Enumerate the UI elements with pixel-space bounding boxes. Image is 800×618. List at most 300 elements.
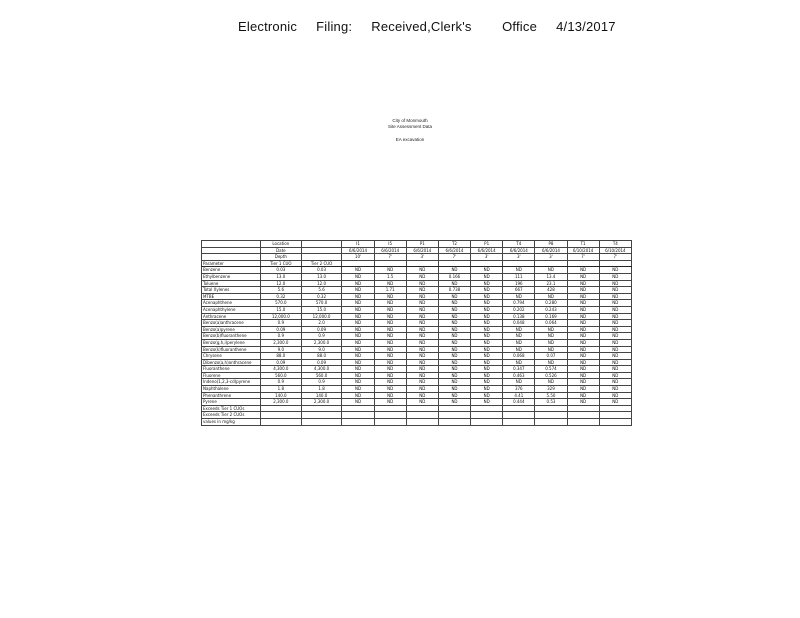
value-cell: ND <box>406 379 438 386</box>
value-cell: ND <box>567 300 599 307</box>
value-cell: 12.0 <box>301 280 342 287</box>
table-row <box>202 359 632 366</box>
value-cell <box>471 412 503 419</box>
value-cell: ND <box>406 280 438 287</box>
value-cell: Tier 1 CUO <box>260 260 301 267</box>
value-cell: ND <box>342 287 374 294</box>
value-cell: 23.1 <box>535 280 567 287</box>
value-cell: ND <box>374 366 406 373</box>
value-cell <box>567 412 599 419</box>
value-cell: 0.09 <box>301 326 342 333</box>
value-cell: ND <box>567 320 599 327</box>
value-cell: 1.8 <box>260 386 301 393</box>
value-cell: ND <box>471 267 503 274</box>
value-cell: ND <box>567 293 599 300</box>
value-cell: 88.0 <box>301 353 342 360</box>
value-cell: ND <box>438 379 470 386</box>
value-cell: ND <box>374 280 406 287</box>
parameter-cell: Exceeds Tier 1 CUOs <box>202 405 261 412</box>
value-cell: 3' <box>503 254 535 261</box>
value-cell <box>374 412 406 419</box>
parameter-cell: Dibenzo(a,h)anthracene <box>202 359 261 366</box>
table-row <box>202 320 632 327</box>
value-cell: 0.444 <box>503 399 535 406</box>
table-row <box>202 392 632 399</box>
value-cell: 13.4 <box>535 273 567 280</box>
value-cell: 12,000.0 <box>301 313 342 320</box>
value-cell: ND <box>374 346 406 353</box>
value-cell: 2.0 <box>301 320 342 327</box>
value-cell: P1 <box>406 241 438 248</box>
value-cell: ND <box>406 353 438 360</box>
value-cell: ND <box>342 300 374 307</box>
parameter-cell: Anthracene <box>202 313 261 320</box>
table-row <box>202 353 632 360</box>
document-subtitle: Site Assessment Data <box>387 124 433 129</box>
value-cell: 1.71 <box>374 287 406 294</box>
value-cell: 0.9 <box>260 320 301 327</box>
value-cell <box>301 241 342 248</box>
parameter-cell: Toluene <box>202 280 261 287</box>
document-title: City of Monmouth <box>392 118 428 123</box>
value-cell <box>342 405 374 412</box>
value-cell: ND <box>471 280 503 287</box>
value-cell: ND <box>599 326 631 333</box>
value-cell: 6/10/2014 <box>599 247 631 254</box>
value-cell: Date <box>260 247 301 254</box>
value-cell: ND <box>374 353 406 360</box>
table-row <box>202 280 632 287</box>
value-cell: ND <box>471 379 503 386</box>
value-cell: ND <box>342 267 374 274</box>
value-cell: 6/10/2014 <box>567 247 599 254</box>
value-cell <box>599 405 631 412</box>
value-cell: ND <box>342 359 374 366</box>
value-cell: 0.9 <box>260 379 301 386</box>
value-cell: ND <box>342 306 374 313</box>
value-cell: ND <box>374 372 406 379</box>
value-cell: ND <box>471 399 503 406</box>
value-cell: ND <box>599 313 631 320</box>
value-cell: 570.0 <box>260 300 301 307</box>
value-cell: ND <box>374 333 406 340</box>
value-cell: 428 <box>535 287 567 294</box>
parameter-cell: Fluoranthene <box>202 366 261 373</box>
value-cell: 2,300.0 <box>260 399 301 406</box>
value-cell: P1 <box>471 241 503 248</box>
table-row <box>202 339 632 346</box>
value-cell: ND <box>438 366 470 373</box>
value-cell: 3' <box>471 254 503 261</box>
value-cell: ND <box>567 372 599 379</box>
value-cell: I5 <box>374 241 406 248</box>
value-cell <box>503 405 535 412</box>
value-cell: ND <box>503 379 535 386</box>
value-cell: 6/6/2014 <box>342 247 374 254</box>
value-cell: ND <box>406 399 438 406</box>
value-cell: 0.048 <box>503 320 535 327</box>
value-cell: ND <box>599 386 631 393</box>
value-cell: ND <box>374 293 406 300</box>
value-cell: ND <box>438 306 470 313</box>
value-cell <box>406 412 438 419</box>
value-cell: 570.0 <box>301 300 342 307</box>
value-cell: ND <box>599 267 631 274</box>
value-cell <box>260 412 301 419</box>
value-cell: 2,300.0 <box>301 339 342 346</box>
table-row <box>202 405 632 412</box>
value-cell <box>567 260 599 267</box>
value-cell: ND <box>567 280 599 287</box>
value-cell: ND <box>535 267 567 274</box>
value-cell: T2 <box>438 241 470 248</box>
value-cell: 5.50 <box>535 392 567 399</box>
value-cell: 0.138 <box>503 313 535 320</box>
value-cell: ND <box>406 293 438 300</box>
value-cell: 88.0 <box>260 353 301 360</box>
value-cell: ND <box>471 353 503 360</box>
value-cell: ND <box>406 359 438 366</box>
parameter-cell: Benzene <box>202 267 261 274</box>
value-cell: T4 <box>599 241 631 248</box>
value-cell: 0.9 <box>301 379 342 386</box>
value-cell <box>503 260 535 267</box>
parameter-cell: Chrysene <box>202 353 261 360</box>
value-cell: ND <box>406 326 438 333</box>
value-cell: ND <box>342 379 374 386</box>
value-cell: ND <box>342 372 374 379</box>
value-cell: ND <box>567 287 599 294</box>
value-cell: ND <box>535 293 567 300</box>
value-cell: 7' <box>374 254 406 261</box>
value-cell: ND <box>471 287 503 294</box>
parameter-cell <box>202 241 261 248</box>
value-cell: 0.166 <box>438 273 470 280</box>
value-cell: ND <box>503 346 535 353</box>
value-cell: ND <box>406 300 438 307</box>
value-cell: ND <box>567 366 599 373</box>
parameter-cell: Benzo(g,h,i)perylene <box>202 339 261 346</box>
value-cell: ND <box>471 359 503 366</box>
table-row <box>202 399 632 406</box>
value-cell: ND <box>599 320 631 327</box>
value-cell: ND <box>471 273 503 280</box>
value-cell: ND <box>406 313 438 320</box>
value-cell: ND <box>406 320 438 327</box>
value-cell <box>301 419 342 426</box>
value-cell <box>374 405 406 412</box>
value-cell: ND <box>374 386 406 393</box>
value-cell: ND <box>374 326 406 333</box>
parameter-cell: Parameter <box>202 260 261 267</box>
value-cell: P8 <box>535 241 567 248</box>
value-cell <box>503 419 535 426</box>
value-cell: ND <box>342 366 374 373</box>
table-row <box>202 287 632 294</box>
value-cell: 5.6 <box>260 287 301 294</box>
value-cell: 0.068 <box>503 353 535 360</box>
value-cell: ND <box>503 293 535 300</box>
parameter-cell: Benzo(b)fluoranthene <box>202 333 261 340</box>
value-cell <box>599 412 631 419</box>
table-row <box>202 300 632 307</box>
value-cell: ND <box>471 333 503 340</box>
value-cell: 9.0 <box>260 346 301 353</box>
value-cell: 7' <box>599 254 631 261</box>
value-cell: 140.0 <box>260 392 301 399</box>
parameter-cell: Total Xylenes <box>202 287 261 294</box>
value-cell <box>535 260 567 267</box>
value-cell: ND <box>567 267 599 274</box>
value-cell: ND <box>438 372 470 379</box>
value-cell: 2,300.0 <box>260 339 301 346</box>
value-cell: ND <box>342 399 374 406</box>
value-cell: 6/6/2014 <box>535 247 567 254</box>
table-row <box>202 419 632 426</box>
value-cell: ND <box>535 346 567 353</box>
parameter-cell: Exceeds Tier 2 CUOs <box>202 412 261 419</box>
value-cell: ND <box>342 353 374 360</box>
value-cell: ND <box>342 386 374 393</box>
value-cell: ND <box>535 326 567 333</box>
value-cell <box>301 254 342 261</box>
value-cell: ND <box>406 392 438 399</box>
value-cell: 0.09 <box>260 326 301 333</box>
value-cell: 13.0 <box>260 273 301 280</box>
value-cell: 196 <box>503 280 535 287</box>
table-row <box>202 293 632 300</box>
table-row <box>202 273 632 280</box>
table-row <box>202 372 632 379</box>
value-cell: ND <box>406 366 438 373</box>
value-cell: ND <box>567 339 599 346</box>
value-cell: 140.0 <box>301 392 342 399</box>
value-cell: ND <box>342 326 374 333</box>
value-cell: 1.5 <box>374 273 406 280</box>
value-cell: ND <box>599 300 631 307</box>
parameter-cell: Pyrene <box>202 399 261 406</box>
value-cell: ND <box>438 313 470 320</box>
value-cell: ND <box>471 293 503 300</box>
value-cell <box>438 260 470 267</box>
value-cell: ND <box>599 379 631 386</box>
value-cell: 7' <box>438 254 470 261</box>
value-cell <box>438 419 470 426</box>
value-cell: 0.243 <box>535 306 567 313</box>
value-cell: ND <box>599 273 631 280</box>
value-cell <box>535 405 567 412</box>
parameter-cell: Phenanthrene <box>202 392 261 399</box>
value-cell: 0.32 <box>301 293 342 300</box>
value-cell: ND <box>503 333 535 340</box>
value-cell: 0.347 <box>503 366 535 373</box>
value-cell: 0.09 <box>301 359 342 366</box>
value-cell: 560.0 <box>301 372 342 379</box>
value-cell: ND <box>406 306 438 313</box>
value-cell: 15.0 <box>260 306 301 313</box>
value-cell: ND <box>567 306 599 313</box>
value-cell: 0.09 <box>260 359 301 366</box>
value-cell: 6/6/2014 <box>374 247 406 254</box>
value-cell: ND <box>567 386 599 393</box>
value-cell: I1 <box>342 241 374 248</box>
value-cell: 0.526 <box>535 372 567 379</box>
value-cell: ND <box>438 353 470 360</box>
value-cell: 111 <box>503 273 535 280</box>
value-cell: ND <box>438 333 470 340</box>
value-cell: ND <box>567 273 599 280</box>
value-cell: ND <box>471 386 503 393</box>
value-cell: ND <box>406 339 438 346</box>
document-header <box>360 118 460 143</box>
value-cell: 1.8 <box>301 386 342 393</box>
value-cell: ND <box>438 280 470 287</box>
value-cell <box>260 419 301 426</box>
parameter-cell: Fluorene <box>202 372 261 379</box>
value-cell: 0.03 <box>301 267 342 274</box>
value-cell: ND <box>438 300 470 307</box>
value-cell: 4.41 <box>503 392 535 399</box>
value-cell: ND <box>342 339 374 346</box>
value-cell: ND <box>406 333 438 340</box>
value-cell: 12.0 <box>260 280 301 287</box>
value-cell: Tier 2 CUO <box>301 260 342 267</box>
value-cell: 0.463 <box>503 372 535 379</box>
parameter-cell: Benzo(a)pyrene <box>202 326 261 333</box>
table-header-row <box>202 254 632 261</box>
value-cell: ND <box>471 300 503 307</box>
value-cell: 0.064 <box>535 320 567 327</box>
value-cell: 329 <box>535 386 567 393</box>
value-cell: 0.202 <box>503 306 535 313</box>
table-row <box>202 326 632 333</box>
parameter-cell: Ethylbenzene <box>202 273 261 280</box>
value-cell <box>374 260 406 267</box>
value-cell: ND <box>599 392 631 399</box>
value-cell <box>342 419 374 426</box>
value-cell: ND <box>438 359 470 366</box>
filing-stamp: Electronic Filing: Received,Clerk's Office 4/13/2017 <box>238 19 616 34</box>
value-cell: 0.53 <box>535 399 567 406</box>
value-cell: ND <box>535 339 567 346</box>
value-cell <box>535 419 567 426</box>
value-cell: 3' <box>535 254 567 261</box>
value-cell: 13.0 <box>301 273 342 280</box>
value-cell: ND <box>406 346 438 353</box>
value-cell: T4 <box>503 241 535 248</box>
value-cell <box>406 405 438 412</box>
table-row <box>202 386 632 393</box>
value-cell: ND <box>599 306 631 313</box>
value-cell: ND <box>471 320 503 327</box>
value-cell: 0.280 <box>535 300 567 307</box>
value-cell: 0.574 <box>535 366 567 373</box>
value-cell: 0.169 <box>535 313 567 320</box>
value-cell: ND <box>471 366 503 373</box>
value-cell: ND <box>342 346 374 353</box>
parameter-cell: Benzo(k)fluoranthene <box>202 346 261 353</box>
value-cell <box>406 419 438 426</box>
value-cell <box>260 405 301 412</box>
value-cell: ND <box>342 273 374 280</box>
value-cell: ND <box>567 353 599 360</box>
value-cell: ND <box>503 359 535 366</box>
value-cell: ND <box>599 339 631 346</box>
table-row <box>202 333 632 340</box>
value-cell: ND <box>374 306 406 313</box>
value-cell: 376 <box>503 386 535 393</box>
parameter-cell: values in mg/kg <box>202 419 261 426</box>
value-cell: ND <box>567 379 599 386</box>
value-cell: 6/6/2014 <box>406 247 438 254</box>
table-header-row <box>202 260 632 267</box>
table-row <box>202 267 632 274</box>
value-cell: 3' <box>406 254 438 261</box>
value-cell: ND <box>438 326 470 333</box>
value-cell <box>438 412 470 419</box>
value-cell: 667 <box>503 287 535 294</box>
value-cell: ND <box>342 320 374 327</box>
value-cell: ND <box>406 273 438 280</box>
value-cell: ND <box>599 346 631 353</box>
value-cell: ND <box>535 359 567 366</box>
value-cell: Depth <box>260 254 301 261</box>
value-cell: ND <box>471 339 503 346</box>
value-cell: 4,300.0 <box>301 366 342 373</box>
value-cell: ND <box>374 399 406 406</box>
value-cell: 0.32 <box>260 293 301 300</box>
value-cell: 10' <box>342 254 374 261</box>
value-cell <box>342 260 374 267</box>
value-cell: 9.0 <box>301 346 342 353</box>
value-cell: 5.6 <box>301 287 342 294</box>
value-cell: 0.9 <box>301 333 342 340</box>
value-cell: ND <box>599 293 631 300</box>
value-cell: ND <box>342 333 374 340</box>
value-cell <box>471 260 503 267</box>
value-cell: ND <box>567 333 599 340</box>
value-cell: 0.03 <box>260 267 301 274</box>
table-row <box>202 306 632 313</box>
value-cell: 12,000.0 <box>260 313 301 320</box>
table-header-row <box>202 247 632 254</box>
parameter-cell: Acenaphthylene <box>202 306 261 313</box>
value-cell: ND <box>567 326 599 333</box>
value-cell <box>567 419 599 426</box>
value-cell: ND <box>438 346 470 353</box>
table-row <box>202 412 632 419</box>
value-cell: ND <box>599 399 631 406</box>
value-cell: ND <box>599 366 631 373</box>
value-cell: ND <box>374 379 406 386</box>
table-row <box>202 379 632 386</box>
value-cell: ND <box>374 392 406 399</box>
value-cell: ND <box>471 313 503 320</box>
value-cell: ND <box>374 267 406 274</box>
value-cell: 6/6/2014 <box>471 247 503 254</box>
value-cell: 6/6/2014 <box>503 247 535 254</box>
value-cell: ND <box>438 386 470 393</box>
value-cell <box>438 405 470 412</box>
parameter-cell <box>202 247 261 254</box>
parameter-cell: MTBE <box>202 293 261 300</box>
value-cell: 4,300.0 <box>260 366 301 373</box>
value-cell: ND <box>406 372 438 379</box>
value-cell: ND <box>567 399 599 406</box>
value-cell: ND <box>535 333 567 340</box>
value-cell: ND <box>599 287 631 294</box>
parameter-cell <box>202 254 261 261</box>
